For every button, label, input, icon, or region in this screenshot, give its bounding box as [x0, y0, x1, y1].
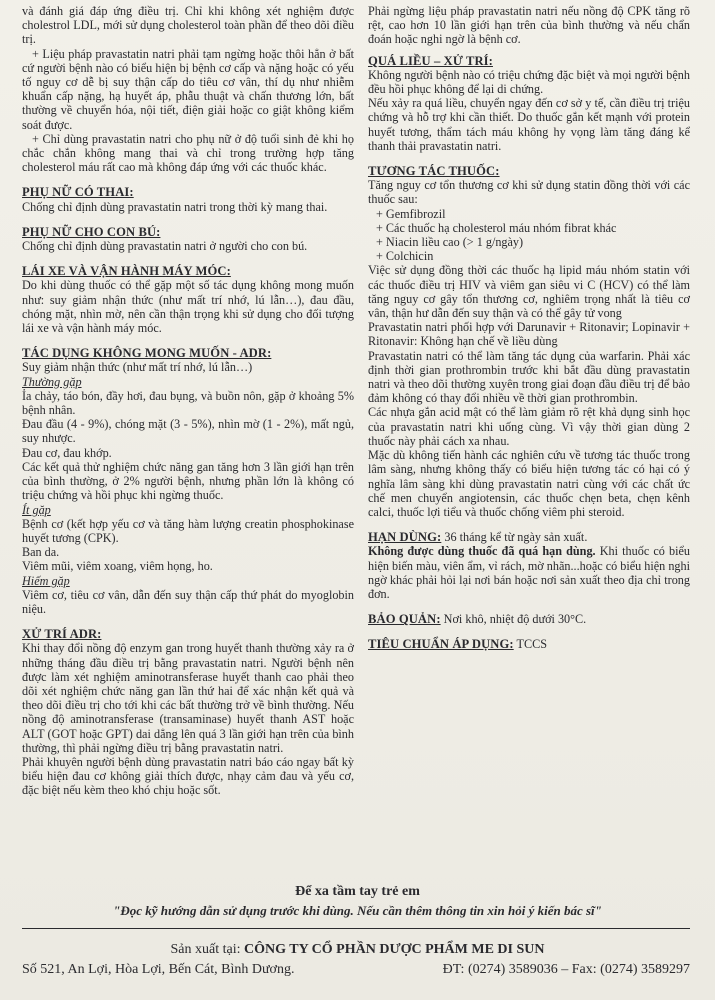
read-instructions-notice: "Đọc kỹ hướng dẫn sử dụng trước khi dùng. Nếu cần thêm thông tin xin hỏi ý kiến bác sĩ" — [113, 903, 602, 918]
section-title-adr-management: XỬ TRÍ ADR: — [22, 627, 102, 642]
subsection-uncommon: Ít gặp — [22, 502, 51, 517]
precaution-paragraph: + Liệu pháp pravastatin natri phải tạm ngừng hoặc thôi hẳn ở bất cứ người bệnh nào có biểu hiện bị bệnh cơ cấp và nặng hoặc có yếu tố nguy cơ dễ bị suy thận cấp do tiêu cơ vân, thí dụ như nhiễm khuẩn cấp nặng, hạ huyết áp, phẫu thuật và chấn thương lớn, bất thường về chuyển hóa, nội tiết, điện giải hoặc co giật không kiểm soát được. — [22, 46, 354, 132]
manufacturer-name: CÔNG TY CỔ PHẦN DƯỢC PHẨM ME DI SUN — [244, 942, 545, 957]
section-title-overdose: QUÁ LIỀU – XỬ TRÍ: — [368, 53, 493, 68]
pregnancy-text: Chống chỉ định dùng pravastatin natri trong thời kỳ mang thai. — [22, 199, 328, 214]
manufacturer-contact: ĐT: (0274) 3589036 – Fax: (0274) 3589297 — [442, 962, 690, 977]
standard-text: TCCS — [513, 637, 547, 652]
adr-management-text: Khi thay đổi nồng độ enzym gan trong huyết thanh thường xảy ra ở những tháng đầu điều trị bằng pravastatin natri. Người bệnh nên được làm xét nghiệm aminotransferase huyết thanh cao phải theo dõi xét nghiệm chức năng gan lần thứ hai để xác nhận kết quả và theo dõi điều trị cho tới khi các bất thường trở về bình thường. Nếu nồng độ aminotransferase (transaminase) huyết thanh AST hoặc ALT (GOT hoặc GPT) dai dẳng lên quá 3 lần giới hạn trên của bình thường, thì phải ngừng điều trị bằng pravastatin natri. — [22, 641, 354, 755]
adr-item: Đau cơ, đau khớp. — [22, 445, 112, 460]
address-line — [22, 962, 690, 978]
precaution-paragraph: + Chỉ dùng pravastatin natri cho phụ nữ ở độ tuổi sinh đẻ khi họ chắc chắn không mang thai và chỉ trong trường hợp tăng cholesterol máu rất cao mà không đáp ứng với các thuốc khác. — [22, 131, 354, 175]
interactions-text: Pravastatin natri có thể làm tăng tác dụng của warfarin. Phải xác định thời gian prothrombin trước khi bắt đầu dùng pravastatin natri và theo dõi thường xuyên trong giai đoạn đầu điều trị để bảo đảm không có thay đổi nhiều về thời gian prothrombin. — [368, 348, 690, 406]
adr-item: Ban da. — [22, 545, 60, 560]
adr-item: Bệnh cơ (kết hợp yếu cơ và tăng hàm lượng creatin phosphokinase huyết tương (CPK). — [22, 516, 354, 545]
section-title-interactions: TƯƠNG TÁC THUỐC: — [368, 164, 500, 179]
list-item: + Niacin liều cao (> 1 g/ngày) — [376, 235, 524, 250]
left-column — [22, 4, 354, 798]
list-item: + Các thuốc hạ cholesterol máu nhóm fibrat khác — [376, 220, 617, 235]
interactions-text: Việc sử dụng đồng thời các thuốc hạ lipid máu nhóm statin với các thuốc điều trị HIV và viêm gan siêu vi C (HCV) có thể làm tăng nguy cơ gây tổn thương cơ, nghiêm trọng nhất là tiêu cơ vân, thận hư dẫn đến suy thận và có thể gây tử vong — [368, 263, 690, 321]
interactions-intro: Tăng nguy cơ tổn thương cơ khi sử dụng statin đồng thời với các thuốc sau: — [368, 178, 690, 207]
shelf-life-warning-paragraph — [368, 544, 690, 601]
storage-text: Nơi khô, nhiệt độ dưới 30°C. — [440, 612, 587, 627]
interaction-drug-list — [376, 207, 690, 264]
footer-divider — [22, 928, 690, 929]
adr-item: Viêm cơ, tiêu cơ vân, dẫn đến suy thận cấp thứ phát do myoglobin niệu. — [22, 587, 354, 616]
adr-item: Các kết quả thử nghiệm chức năng gan tăng hơn 3 lần giới hạn trên của bình thường, ở 2% người bệnh, nhưng phần lớn là không có triệu chứng và hồi phục khi ngừng thuốc. — [22, 459, 354, 503]
section-title-pregnancy: PHỤ NỮ CÓ THAI: — [22, 185, 134, 200]
section-title-adverse-effects: TÁC DỤNG KHÔNG MONG MUỐN - ADR: — [22, 346, 272, 361]
cpk-paragraph: Phải ngừng liệu pháp pravastatin natri nếu nồng độ CPK tăng rõ rệt, cao hơn 10 lần giới hạn trên của bình thường và nếu chẩn đoán hoặc nghi ngờ là bệnh cơ. — [368, 4, 690, 47]
right-column — [368, 4, 690, 652]
standard-paragraph — [368, 637, 690, 651]
overdose-text: Nếu xảy ra quá liều, chuyển ngay đến cơ sở y tế, cần điều trị triệu chứng và hỗ trợ khi cần thiết. Do thuốc gắn kết mạnh với protein huyết tương, thẩm tách máu không hy vọng làm tăng đáng kể thanh thải pravastatin natri. — [368, 96, 690, 153]
manufacturer-label: Sản xuất tại: — [170, 942, 244, 957]
list-item: + Gemfibrozil — [376, 206, 446, 221]
section-title-breastfeeding: PHỤ NỮ CHO CON BÚ: — [22, 224, 161, 239]
adr-item: Viêm mũi, viêm xoang, viêm họng, ho. — [22, 559, 213, 574]
section-title-standard: TIÊU CHUẨN ÁP DỤNG: — [368, 637, 514, 652]
interactions-text: Pravastatin natri phối hợp với Darunavir + Ritonavir; Lopinavir + Ritonavir: Không hạn chế về liều dùng — [368, 320, 690, 349]
interactions-text: Mặc dù không tiến hành các nghiên cứu về tương tác thuốc trong lâm sàng, nhưng không thấy có biểu hiện tương tác có hại có ý nghĩa lâm sàng khi dùng pravastatin natri cùng với các chất ức chế men chuyển angiotensin, các thuốc chẹn beta, chẹn kênh calci, thuốc lợi tiểu và thuốc chống viêm phi steroid. — [368, 448, 690, 519]
driving-text: Do khi dùng thuốc có thể gặp một số tác dụng không mong muốn như: suy giảm nhận thức (như mất trí nhớ, lú lẫn…), đau đầu, chóng mặt, nhìn mờ, nên cần thận trọng khi sử dụng cho đối tượng lái xe và vận hành máy móc. — [22, 278, 354, 336]
keep-away-notice: Để xa tầm tay trẻ em — [295, 884, 420, 899]
breastfeeding-text: Chống chỉ định dùng pravastatin natri ở người cho con bú. — [22, 239, 308, 254]
subsection-common: Thường gặp — [22, 374, 82, 389]
list-item: + Colchicin — [376, 249, 434, 264]
subsection-rare: Hiếm gặp — [22, 573, 70, 588]
expiry-warning: Không được dùng thuốc đã quá hạn dùng. — [368, 544, 596, 559]
adr-management-text: Phải khuyên người bệnh dùng pravastatin natri báo cáo ngay bất kỳ biểu hiện đau cơ không giải thích được, nhạy cảm đau và yếu cơ, đặc biệt nếu kèm theo khó chịu hoặc sốt. — [22, 754, 354, 798]
intro-paragraph: và đánh giá đáp ứng điều trị. Chỉ khi không xét nghiệm được cholestrol LDL, mới sử dụng cholesterol toàn phần để theo dõi điều trị. — [22, 4, 354, 47]
section-title-driving: LÁI XE VÀ VẬN HÀNH MÁY MÓC: — [22, 264, 231, 279]
manufacturer-address: Số 521, An Lợi, Hòa Lợi, Bến Cát, Bình Dương. — [22, 962, 295, 977]
interactions-text: Các nhựa gắn acid mật có thể làm giảm rõ rệt khả dụng sinh học của pravastatin natri khi uống cùng. Vì vậy thời gian dùng 2 thuốc này phải cách xa nhau. — [368, 405, 690, 448]
shelf-life-details: Khi thuốc có biểu hiện biến màu, viên ẩm, vỉ rách, mờ nhãn...hoặc có biểu hiện nghi ngờ khác phải hỏi lại nơi bán hoặc nơi sản xuất theo địa chỉ trong đơn. — [368, 544, 690, 601]
overdose-text: Không người bệnh nào có triệu chứng đặc biệt và mọi người bệnh đều hồi phục không để lại di chứng. — [368, 67, 690, 97]
section-title-shelf-life: HẠN DÙNG: — [368, 530, 442, 545]
adr-item: Ỉa chảy, táo bón, đầy hơi, đau bụng, và buồn nôn, gặp ở khoảng 5% bệnh nhân. — [22, 388, 354, 418]
adr-item: Đau đầu (4 - 9%), chóng mặt (3 - 5%), nhìn mờ (1 - 2%), mất ngủ, suy nhược. — [22, 417, 354, 446]
shelf-life-paragraph — [368, 530, 690, 544]
section-title-storage: BẢO QUẢN: — [368, 612, 441, 627]
manufacturer-line — [0, 942, 715, 958]
storage-paragraph — [368, 612, 690, 626]
shelf-life-text: 36 tháng kể từ ngày sản xuất. — [441, 530, 588, 545]
adr-intro: Suy giảm nhận thức (như mất trí nhớ, lú lẫn…) — [22, 360, 253, 375]
